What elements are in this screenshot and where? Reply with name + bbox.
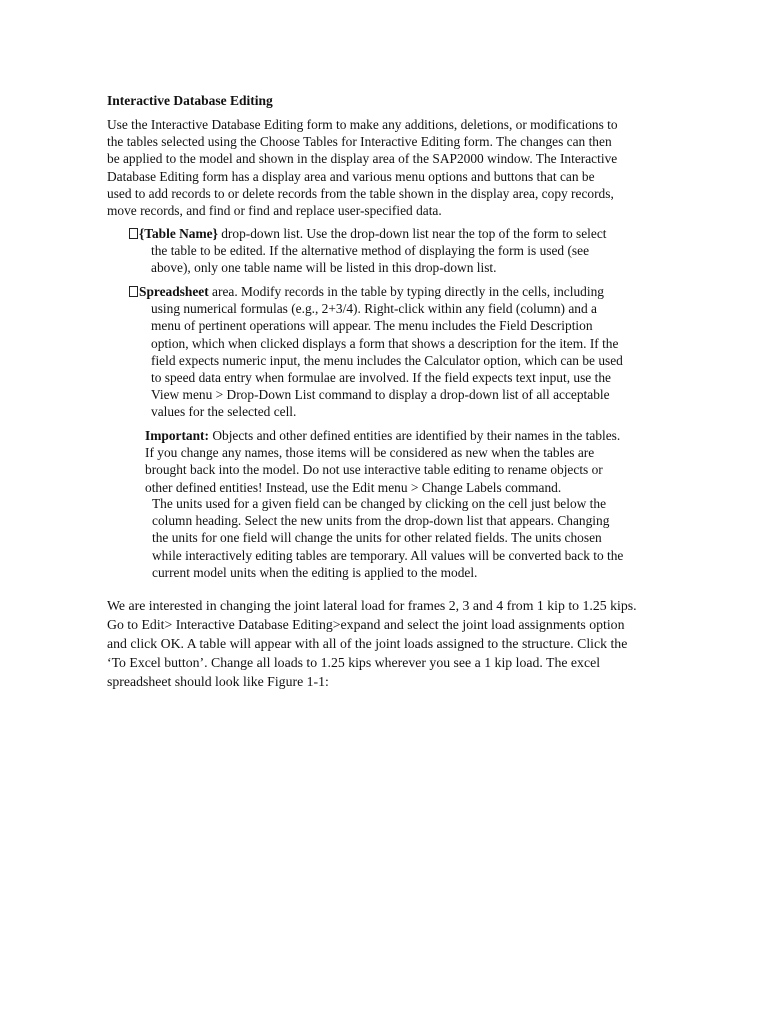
bullet-line: using numerical formulas (e.g., 2+3/4). Right-click within any field (column) and a — [151, 301, 597, 317]
bullet-line: the table to be edited. If the alternative method of displaying the form is used (see — [151, 243, 590, 259]
box-glyph-icon — [129, 228, 138, 239]
instructions-line: and click OK. A table will appear with all of the joint loads assigned to the structure. Click the — [107, 636, 628, 651]
units-line: current model units when the editing is applied to the model. — [152, 564, 478, 580]
important-line: brought back into the model. Do not use interactive table editing to rename objects or — [145, 462, 603, 478]
instructions-line: spreadsheet should look like Figure 1-1: — [107, 674, 329, 689]
units-line: the units for one field will change the units for other related fields. The units chosen — [152, 530, 602, 546]
instructions-line: Go to Edit> Interactive Database Editing>expand and select the joint load assignments option — [107, 617, 625, 632]
intro-line: used to add records to or delete records from the table shown in the display area, copy records, — [107, 185, 614, 201]
intro-line: Use the Interactive Database Editing form to make any additions, deletions, or modifications to — [107, 117, 618, 132]
units-note — [152, 495, 623, 581]
intro-line: be applied to the model and shown in the display area of the SAP2000 window. The Interactive — [107, 151, 618, 167]
intro-line: Database Editing form has a display area and various menu options and buttons that can be — [107, 168, 595, 184]
bullet-text: drop-down list. Use the drop-down list near the top of the form to select — [217, 226, 607, 241]
bullet-term: {Table Name} — [139, 226, 218, 241]
units-line: column heading. Select the new units from the drop-down list that appears. Changing — [152, 513, 610, 529]
bullet-line: values for the selected cell. — [151, 404, 297, 420]
table-name-bullet — [129, 225, 607, 277]
intro-paragraph — [107, 116, 667, 219]
important-note — [145, 427, 620, 496]
instructions-paragraph — [107, 596, 637, 691]
intro-line: the tables selected using the Choose Tables for Interactive Editing form. The changes can then — [107, 134, 612, 150]
section-heading: Interactive Database Editing — [107, 93, 273, 108]
instructions-line: ‘To Excel button’. Change all loads to 1.25 kips wherever you see a 1 kip load. The excel — [107, 655, 601, 670]
intro-line: move records, and find or find and replace user-specified data. — [107, 203, 442, 219]
important-line: other defined entities! Instead, use the Edit menu > Change Labels command. — [145, 479, 562, 495]
spreadsheet-bullet — [129, 283, 623, 421]
bullet-line: field expects numeric input, the menu includes the Calculator option, which can be used — [151, 352, 623, 368]
important-line: If you change any names, those items will be considered as new when the tables are — [145, 445, 595, 461]
units-line: while interactively editing tables are temporary. All values will be converted back to the — [152, 547, 624, 563]
bullet-text: area. Modify records in the table by typing directly in the cells, including — [208, 284, 604, 299]
instructions-line: We are interested in changing the joint lateral load for frames 2, 3 and 4 from 1 kip to 1.25 kips. — [107, 598, 637, 613]
important-text: Objects and other defined entities are identified by their names in the tables. — [208, 428, 621, 443]
bullet-line: above), only one table name will be listed in this drop-down list. — [151, 260, 497, 276]
units-line: The units used for a given field can be changed by clicking on the cell just below the — [152, 496, 607, 511]
box-glyph-icon — [129, 286, 138, 297]
bullet-line: option, which when clicked displays a form that shows a description for the item. If the — [151, 335, 619, 351]
important-label: Important: — [145, 428, 209, 443]
bullet-line: to speed data entry when formulae are involved. If the field expects text input, use the — [151, 370, 611, 386]
bullet-term: Spreadsheet — [139, 284, 209, 299]
bullet-line: menu of pertinent operations will appear. The menu includes the Field Description — [151, 318, 593, 334]
bullet-line: View menu > Drop-Down List command to display a drop-down list of all acceptable — [151, 387, 610, 403]
